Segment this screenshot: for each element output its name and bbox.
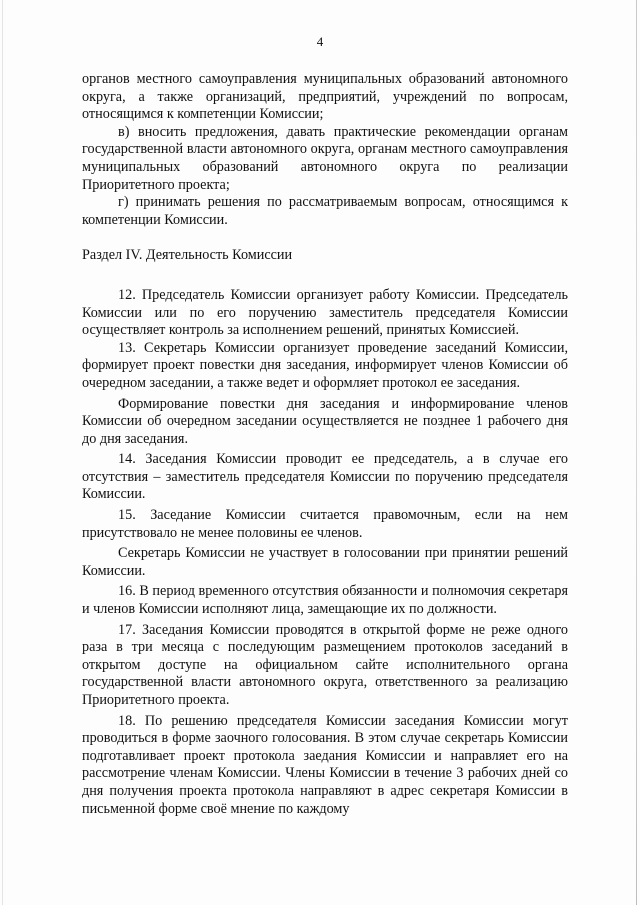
paragraph: 18. По решению председателя Комиссии заседания Комиссии могут проводиться в форме заочного голосования. В этом случае секретарь Комиссии подготавливает проект протокола заедания Комиссии и направляет его на рассмотрение членам Комиссии. Члены Комиссии в течение 3 рабочих дней со дня получения проекта протокола направляют в адрес секретаря Комиссии в письменной форме своё мнение по каждому <box>82 712 568 817</box>
paragraph: г) принимать решения по рассматриваемым вопросам, относящимся к компетенции Комиссии. <box>82 194 568 228</box>
paragraph: Секретарь Комиссии не участвует в голосовании при принятии решений Комиссии. <box>82 545 568 579</box>
scan-edge-left <box>2 0 3 905</box>
section-heading: Раздел IV. Деятельность Комиссии <box>82 247 293 264</box>
paragraph: 13. Секретарь Комиссии организует проведение заседаний Комиссии, формирует проект повестки дня заседания, информирует членов Комиссии об очередном заседании, а также ведет и оформляет протокол ее заседания. <box>82 339 568 391</box>
paragraph: органов местного самоуправления муниципальных образований автономного округа, а также организаций, предприятий, учреждений по вопросам, относящимся к компетенции Комиссии; <box>82 71 568 123</box>
scan-edge-right <box>636 0 637 905</box>
paragraph: 14. Заседания Комиссии проводит ее председатель, а в случае его отсутствия – заместитель председателя Комиссии по поручению председателя Комиссии. <box>82 451 568 503</box>
paragraph: 16. В период временного отсутствия обязанности и полномочия секретаря и членов Комиссии исполняют лица, замещающие их по должности. <box>82 583 568 618</box>
paragraph: 15. Заседание Комиссии считается правомочным, если на нем присутствовало не менее половины ее членов. <box>82 507 568 541</box>
document-body <box>82 71 568 818</box>
paragraph: Формирование повестки дня заседания и информирование членов Комиссии об очередном заседании осуществляется не позднее 1 рабочего дня до дня заседания. <box>82 395 568 447</box>
paragraph: в) вносить предложения, давать практические рекомендации органам государственной власти автономного округа, органам местного самоуправления муниципальных образований автономного округа по реализации Приоритетного проекта; <box>82 123 568 193</box>
paragraph: 12. Председатель Комиссии организует работу Комиссии. Председатель Комиссии или по его поручению заместитель председателя Комиссии осуществляет контроль за исполнением решений, принятых Комиссией. <box>82 286 568 339</box>
page-number: 4 <box>316 34 324 49</box>
paragraph: 17. Заседания Комиссии проводятся в открытой форме не реже одного раза в три месяца с последующим размещением протоколов заседаний в открытом доступе на официальном сайте исполнительного органа государственной власти автономного округа, ответственного за реализацию Приоритетного проекта. <box>82 621 568 708</box>
